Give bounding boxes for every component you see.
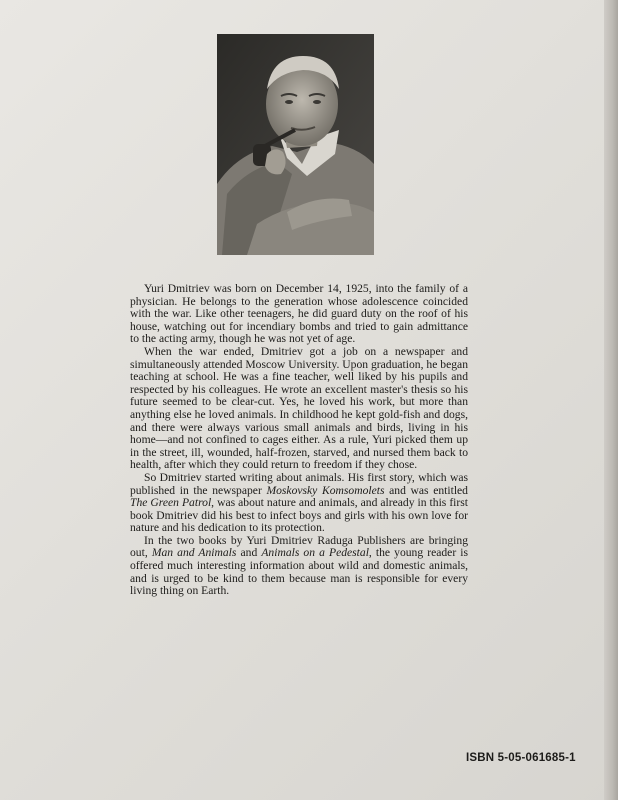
bio-p4-text-a: In the two books by Yuri Dmitriev Raduga Publishers are bringing out, [130, 533, 468, 560]
author-portrait-image [217, 34, 374, 255]
bio-paragraph-3 [130, 472, 468, 535]
isbn-number: ISBN 5-05-061685-1 [466, 752, 576, 764]
bio-p3-text-a: So Dmitriev started writing about animals. His first story, which was published in the newspaper [130, 470, 468, 497]
author-portrait-photo [217, 34, 374, 255]
bio-p3-text-e: , was about nature and animals, and already in this first book Dmitriev did his best to infect boys and girls with his own love for nature and his dedication to its protection. [130, 496, 468, 535]
book-title-2: Animals on a Pedestal [261, 546, 369, 560]
bio-paragraph-4 [130, 535, 468, 598]
bio-p3-text-c: and was entitled [384, 483, 468, 497]
bio-paragraph-1: Yuri Dmitriev was born on December 14, 1925, into the family of a physician. He belongs to the generation whose adolescence coincided with the war. Like other teenagers, he did guard duty on the roof of his house, watching out for incendiary bombs and tried to gain admittance to the acting army, though he was not yet of age. [130, 282, 468, 346]
bio-p4-text-e: , the young reader is offered much interesting information about wild and domestic animals, and is urged to be kind to them because man is responsible for every living thing on Earth. [130, 546, 468, 598]
book-spine-edge [604, 0, 618, 800]
author-biography [130, 283, 468, 598]
book-title-1: Man and Animals [151, 546, 237, 560]
bio-paragraph-2: When the war ended, Dmitriev got a job on a newspaper and simultaneously attended Moscow University. Upon graduation, he began teaching at school. He was a fine teacher, well liked by his pupils and respected by his colleagues. He wrote an excellent master's thesis so his future seemed to be clear-cut. Yes, he loved his work, but more than anything else he loved animals. In childhood he kept gold-fish and dogs, and there were always various small animals and birds, living in his home—and not confined to cages either. As a rule, Yuri picked them up in the street, ill, wounded, half-frozen, starved, and nursed them back to health, after which they could return to freedom if they chose. [130, 344, 468, 472]
bio-p4-text-c: and [236, 546, 262, 560]
newspaper-title: Moskovsky Komsomolets [266, 483, 385, 497]
story-title: The Green Patrol [130, 496, 212, 510]
